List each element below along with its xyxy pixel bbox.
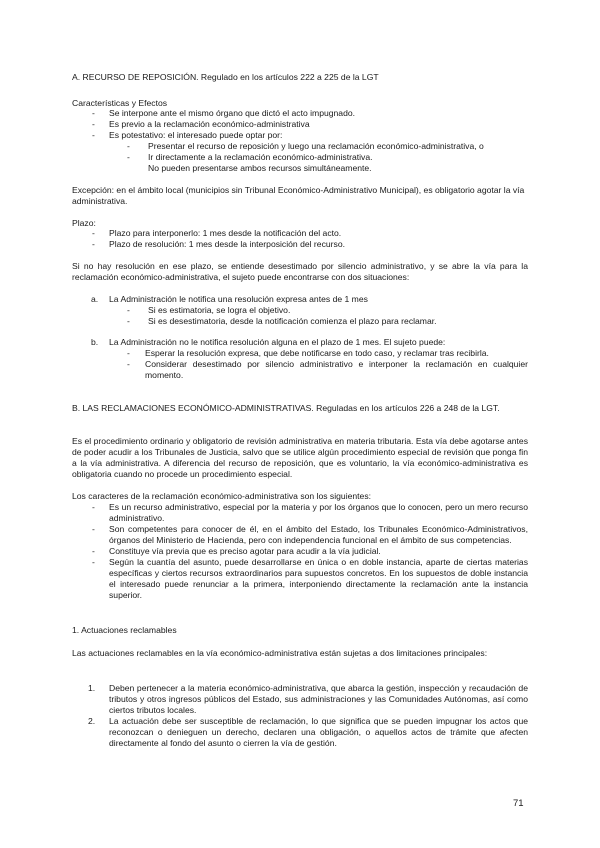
- section-b-title: B. LAS RECLAMACIONES ECONÓMICO-ADMINISTRATIVAS. Reguladas en los artículos 226 a 248 de la LGT.: [72, 403, 500, 413]
- list-item: [72, 683, 528, 716]
- list-item: [72, 294, 528, 305]
- list-item: - Son competentes para conocer de él, en el ámbito del Estado, los Tribunales Económico-Administrativos, órganos del Ministerio de Hacienda, pero con independencia funcional en el ámbito de sus competencias.: [72, 524, 528, 546]
- limitacion-text: Deben pertenecer a la materia económico-administrativa, que abarca la gestión, inspección y recaudación de tributos y otros ingresos públicos del Estado, sus administraciones y las Comunidades Autónomas, así como ciertos tributos locales.: [109, 683, 528, 715]
- list-item: - Ir directamente a la reclamación económico-administrativa.: [72, 152, 528, 163]
- actuaciones-heading: 1. Actuaciones reclamables: [72, 625, 177, 635]
- list-marker: b.: [91, 337, 99, 347]
- silencio-paragraph: Si no hay resolución en ese plazo, se entiende desestimado por silencio administrativo, y se abre la vía para la reclamación económico-administrativa, el sujeto puede encontrarse con dos situaciones:: [72, 261, 528, 282]
- caracteres-heading: Los caracteres de la reclamación económico-administrativa son los siguientes:: [72, 491, 372, 501]
- list-item: - Es un recurso administrativo, especial por la materia y por los órganos que lo conocen, pero un mero recurso administrativo.: [72, 502, 528, 524]
- limitacion-text: La actuación debe ser susceptible de reclamación, lo que significa que se pueden impugnar los actos que reconozcan o denieguen un derecho, declaren una obligación, o aquellos actos de trámite que afecten directamente al fondo del asunto o cierren la vía de gestión.: [109, 716, 528, 748]
- list-item: - Presentar el recurso de reposición y luego una reclamación económico-administrativa, o: [72, 141, 528, 152]
- list-item: - Si es desestimatoria, desde la notificación comienza el plazo para reclamar.: [72, 316, 528, 327]
- excepcion-paragraph: Excepción: en el ámbito local (municipios sin Tribunal Económico-Administrativo Municipal), es obligatorio agotar la vía administrativa.: [72, 185, 525, 206]
- list-marker: 1.: [88, 683, 96, 693]
- list-item: - Según la cuantía del asunto, puede desarrollarse en única o en doble instancia, aparte de ciertas materias específicas y ciertos recursos extraordinarios para supuestos concretos. En los supuestos de doble instancia el interesado puede renunciar a la primera, interponiendo directamente la reclamación ante la instancia superior.: [72, 557, 528, 601]
- plazo-heading: Plazo:: [72, 218, 96, 228]
- list-item: [72, 716, 528, 749]
- situacion-b-text: La Administración no le notifica resolución alguna en el plazo de 1 mes. El sujeto puede:: [109, 337, 446, 347]
- subitem-note: No pueden presentarse ambos recursos simultáneamente.: [148, 163, 372, 173]
- list-item: - Es potestativo: el interesado puede optar por:: [72, 130, 528, 141]
- list-item: - Se interpone ante el mismo órgano que dictó el acto impugnado.: [72, 108, 528, 119]
- list-item: - Esperar la resolución expresa, que debe notificarse en todo caso, y reclamar tras recibirla.: [72, 348, 528, 359]
- situacion-a-text: La Administración le notifica una resolución expresa antes de 1 mes: [109, 294, 368, 304]
- list-marker: 2.: [88, 716, 96, 726]
- actuaciones-intro: Las actuaciones reclamables en la vía económico-administrativa están sujetas a dos limitaciones principales:: [72, 648, 488, 658]
- list-item: - Constituye vía previa que es preciso agotar para acudir a la vía judicial.: [72, 546, 528, 557]
- page-number: 71: [513, 798, 524, 809]
- plazo-list: [72, 228, 528, 250]
- potestativo-sublist: [72, 141, 528, 163]
- list-marker: a.: [91, 294, 99, 304]
- situacion-b-sublist: [72, 348, 528, 381]
- situacion-a-sublist: [72, 305, 528, 327]
- list-item: - Es previo a la reclamación económico-administrativa: [72, 119, 528, 130]
- section-b-intro: Es el procedimiento ordinario y obligatorio de revisión administrativa en materia tributaria. Esta vía debe agotarse antes de poder acudir a los Tribunales de Justicia, salvo que se utilice algún procedimiento especial de revisión que ponga fin a la vía administrativa. A diferencia del recurso de reposición, que es voluntario, la vía económico-administrativa es obligatoria cuando no procede un procedimiento especial.: [72, 436, 528, 479]
- list-item: [72, 337, 528, 348]
- caracteristicas-list: [72, 108, 528, 141]
- limitaciones-list: [72, 683, 528, 749]
- caracteres-list: [72, 502, 528, 601]
- section-a-title: A. RECURSO DE REPOSICIÓN. Regulado en los artículos 222 a 225 de la LGT: [72, 72, 379, 82]
- list-item: - Plazo de resolución: 1 mes desde la interposición del recurso.: [72, 239, 528, 250]
- list-item: - Considerar desestimado por silencio administrativo e interponer la reclamación en cualquier momento.: [72, 359, 528, 381]
- situacion-b: [72, 337, 528, 348]
- list-item: - Plazo para interponerlo: 1 mes desde la notificación del acto.: [72, 228, 528, 239]
- situacion-a: [72, 294, 528, 305]
- caracteristicas-heading: Características y Efectos: [72, 98, 168, 108]
- list-item: - Si es estimatoria, se logra el objetivo.: [72, 305, 528, 316]
